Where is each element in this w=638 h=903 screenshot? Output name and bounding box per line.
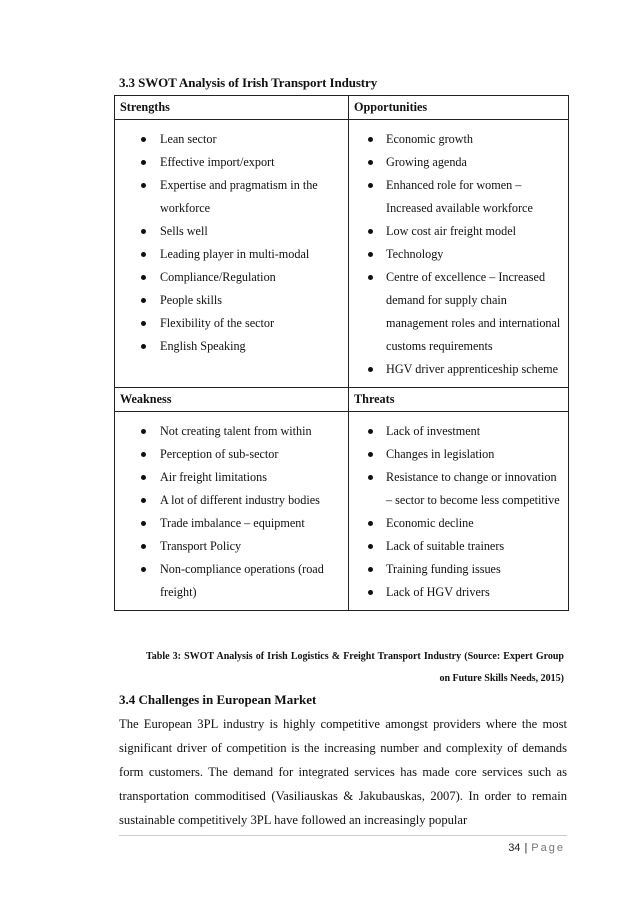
list-item: Growing agenda — [349, 151, 564, 174]
section-heading-swot: 3.3 SWOT Analysis of Irish Transport Industry — [119, 75, 378, 90]
page-label: Page — [531, 842, 565, 854]
list-item: Compliance/Regulation — [115, 266, 344, 289]
list-item: Lack of investment — [349, 420, 564, 443]
opportunities-header: Opportunities — [349, 96, 569, 120]
list-item: Lack of suitable trainers — [349, 535, 564, 558]
table-caption: Table 3: SWOT Analysis of Irish Logistics & Freight Transport Industry (Source: Expert Group on Future Skills Needs, 2015) — [146, 651, 564, 684]
list-item: A lot of different industry bodies — [115, 489, 344, 512]
list-item: HGV driver apprenticeship scheme — [349, 358, 564, 381]
list-item: Transport Policy — [115, 535, 344, 558]
list-item: Effective import/export — [115, 151, 344, 174]
list-item: Technology — [349, 243, 564, 266]
list-item: Economic decline — [349, 512, 564, 535]
strengths-cell — [115, 120, 349, 388]
weakness-cell — [115, 412, 349, 611]
page-number: 34 — [508, 842, 521, 854]
list-item: Not creating talent from within — [115, 420, 344, 443]
footer-divider — [119, 835, 567, 836]
list-item: Perception of sub-sector — [115, 443, 344, 466]
page-footer — [508, 842, 565, 854]
list-item: Trade imbalance – equipment — [115, 512, 344, 535]
list-item: Centre of excellence – Increased demand for supply chain management roles and international customs requirements — [349, 266, 564, 358]
list-item: Sells well — [115, 220, 344, 243]
list-item: Low cost air freight model — [349, 220, 564, 243]
list-item: Enhanced role for women – Increased available workforce — [349, 174, 564, 220]
section-heading-challenges: 3.4 Challenges in European Market — [119, 692, 317, 707]
threats-cell — [349, 412, 569, 611]
weakness-list — [115, 412, 348, 610]
list-item: People skills — [115, 289, 344, 312]
opportunities-cell — [349, 120, 569, 388]
list-item: Flexibility of the sector — [115, 312, 344, 335]
list-item: Changes in legislation — [349, 443, 564, 466]
list-item: Air freight limitations — [115, 466, 344, 489]
threats-list — [349, 412, 568, 610]
weakness-header: Weakness — [115, 388, 349, 412]
footer-separator: | — [524, 842, 528, 854]
list-item: Expertise and pragmatism in the workforce — [115, 174, 344, 220]
swot-table — [114, 95, 569, 611]
list-item: Resistance to change or innovation – sector to become less competitive — [349, 466, 564, 512]
list-item: Leading player in multi-modal — [115, 243, 344, 266]
threats-header: Threats — [349, 388, 569, 412]
list-item: Lack of HGV drivers — [349, 581, 564, 604]
list-item: Economic growth — [349, 128, 564, 151]
list-item: English Speaking — [115, 335, 344, 358]
strengths-header: Strengths — [115, 96, 349, 120]
list-item: Lean sector — [115, 128, 344, 151]
strengths-list — [115, 120, 348, 364]
opportunities-list — [349, 120, 568, 387]
list-item: Training funding issues — [349, 558, 564, 581]
list-item: Non-compliance operations (road freight) — [115, 558, 344, 604]
body-paragraph: The European 3PL industry is highly competitive amongst providers where the most significant driver of competition is the increasing number and complexity of demands form customers. The demand for integrated services has made core services such as transportation commoditised (Vasiliauskas & Jakubauskas, 2007). In order to remain sustainable competitively 3PL have followed an increasingly popular — [119, 717, 567, 827]
